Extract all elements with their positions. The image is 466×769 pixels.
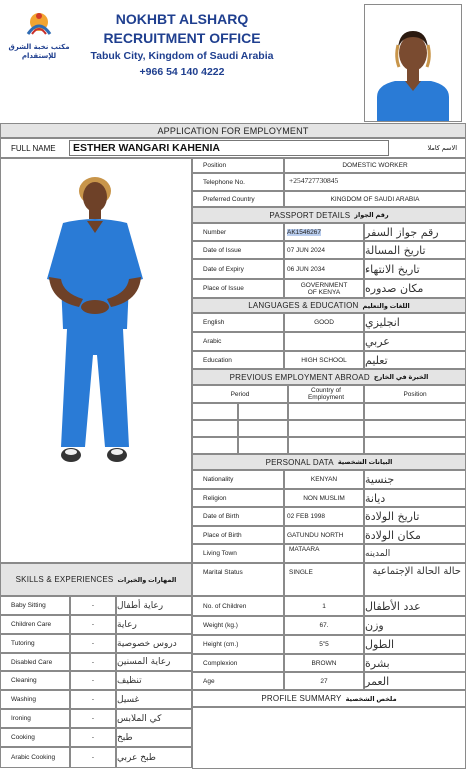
personal-ar: جنسية [364,470,466,489]
prev-cell [192,420,238,437]
company-subtitle: RECRUITMENT OFFICE [103,30,261,46]
arabic-ar: عربي [364,332,466,351]
skill-ar: طبخ [116,728,192,747]
full-name-label: FULL NAME [11,144,56,153]
full-name-ar: الاسم كاملا [427,145,457,152]
position-label: Position [192,158,284,173]
personal-label: Age [192,672,284,690]
skill-value: - [70,653,116,671]
passport-number-value: AK1546267 [287,228,321,236]
preferred-country-value: KINGDOM OF SAUDI ARABIA [284,191,466,207]
portrait-photo-frame [364,4,462,122]
personal-value: 1 [284,596,364,616]
personal-value: GATUNDU NORTH [284,526,364,544]
passport-title-ar: رقم الجواز [354,212,389,219]
languages-title: LANGUAGES & EDUCATION [248,301,359,310]
skill-label: Tutoring [0,634,70,653]
personal-data-title-ar: البيانات الشخصية [337,459,393,466]
personal-ar: العمر [364,672,466,690]
prev-cell [192,437,238,454]
preferred-country-label: Preferred Country [192,191,284,207]
skill-label: Baby Sitting [0,596,70,615]
personal-label: No. of Children [192,596,284,616]
skill-ar: دروس خصوصية [116,634,192,653]
skill-value: - [70,690,116,709]
application-title-bar [0,123,466,138]
full-body-photo-frame [0,158,192,563]
prev-cell [238,437,288,454]
skill-value: - [70,671,116,690]
position-value: DOMESTIC WORKER [284,158,466,173]
previous-employment-title: PREVIOUS EMPLOYMENT ABROAD [229,372,370,382]
skill-ar: تنظيف [116,671,192,690]
personal-value: 5"5 [284,635,364,654]
skill-label: Disabled Care [0,653,70,671]
passport-number-label: Number [192,223,284,241]
personal-ar: بشرة [364,654,466,672]
personal-label: Height (cm.) [192,635,284,654]
skill-ar: غسيل [116,690,192,709]
skill-value: - [70,634,116,653]
personal-ar: وزن [364,616,466,635]
issue-date-value: 07 JUN 2024 [284,241,364,259]
full-name-value-box [69,140,389,156]
personal-value: 27 [284,672,364,690]
prev-cell [364,437,466,454]
previous-employment-header [192,369,466,385]
prev-cell [238,420,288,437]
arabic-label: Arabic [192,332,284,351]
expiry-date-ar: تاريخ الانتهاء [364,259,466,279]
languages-header [192,298,466,313]
passport-header [192,207,466,223]
company-header [72,10,292,80]
profile-summary-title: PROFILE SUMMARY [261,694,342,703]
personal-label: Religion [192,489,284,507]
personal-ar: الطول [364,635,466,654]
personal-label: Marital Status [192,563,284,596]
prev-cell [288,403,364,420]
passport-number-ar: رقم جواز السفر [364,223,466,241]
personal-label: Weight (kg.) [192,616,284,635]
prev-cell [364,403,466,420]
col-country: Country of Employment [288,385,364,403]
skill-label: Cleaning [0,671,70,690]
english-value: GOOD [284,313,364,332]
issue-date-ar: تاريخ المسالة [364,241,466,259]
personal-ar: عدد الأطفال [364,596,466,616]
skill-value: - [70,709,116,728]
education-label: Education [192,351,284,369]
skill-ar: رعاية أطفال [116,596,192,615]
personal-value: 67. [284,616,364,635]
expiry-date-value: 06 JUN 2034 [284,259,364,279]
english-label: English [192,313,284,332]
prev-cell [288,437,364,454]
place-of-issue-ar: مكان صدوره [364,279,466,298]
profile-summary-body [192,707,466,769]
skill-value: - [70,615,116,634]
personal-label: Place of Birth [192,526,284,544]
logo-mark-icon [4,8,74,38]
profile-summary-title-ar: ملخص الشخصية [345,695,397,703]
personal-ar: المدينه [364,544,466,563]
skill-ar: رعاية [116,615,192,634]
personal-data-header [192,454,466,470]
education-ar: تعليم [364,351,466,369]
logo [4,8,74,60]
personal-value: 02 FEB 1998 [284,507,364,526]
skill-ar: رعاية المسنين [116,653,192,671]
skill-label: Washing [0,690,70,709]
personal-ar: ديانة [364,489,466,507]
english-ar: انجليزي [364,313,466,332]
skill-value: - [70,596,116,615]
personal-data-title: PERSONAL DATA [265,457,334,467]
skill-ar: كي الملابس [116,709,192,728]
expiry-date-label: Date of Expiry [192,259,284,279]
company-name: NOKHBT ALSHARQ [115,11,249,27]
place-of-issue-label: Place of Issue [192,279,284,298]
col-position: Position [364,385,466,403]
prev-cell [364,420,466,437]
skill-ar: طبخ عربي [116,747,192,768]
skills-title: SKILLS & EXPERIENCES [15,575,114,584]
portrait-photo [365,5,461,121]
languages-title-ar: اللغات والتعليم [362,302,410,310]
issue-date-label: Date of Issue [192,241,284,259]
skill-label: Children Care [0,615,70,634]
skill-label: Ironing [0,709,70,728]
previous-employment-title-ar: الخبرة في الخارج [373,374,429,381]
place-of-issue-value: GOVERNMENT OF KENYA [284,279,364,298]
arabic-value [284,332,364,351]
personal-value: BROWN [284,654,364,672]
col-period: Period [192,385,288,403]
company-phone: +966 54 140 4222 [139,66,225,78]
full-body-photo [1,159,191,562]
logo-text: مكتب نخبة الشرق للإستقدام [8,43,70,60]
skills-title-ar: المهارات والخبرات [117,576,177,584]
personal-label: Complexion [192,654,284,672]
personal-ar: حالة الحالة الإجتماعية [364,563,466,596]
passport-title: PASSPORT DETAILS [269,210,351,220]
personal-label: Living Town [192,544,284,563]
personal-ar: مكان الولادة [364,526,466,544]
personal-value: NON MUSLIM [284,489,364,507]
personal-value: SINGLE [284,563,364,596]
full-name-row [0,138,466,158]
company-location: Tabuk City, Kingdom of Saudi Arabia [90,50,274,62]
profile-summary-header [192,690,466,707]
telephone-label: Telephone No. [192,173,284,191]
personal-label: Nationality [192,470,284,489]
passport-number-cell [284,223,364,241]
skill-value: - [70,728,116,747]
education-value: HIGH SCHOOL [284,351,364,369]
prev-cell [192,403,238,420]
personal-value: MATAARA [284,544,364,563]
telephone-value: +254727730845 [284,173,466,191]
personal-ar: تاريخ الولادة [364,507,466,526]
prev-cell [288,420,364,437]
skill-value: - [70,747,116,768]
skill-label: Arabic Cooking [0,747,70,768]
skills-header [0,563,192,596]
full-name-value: ESTHER WANGARI KAHENIA [73,142,221,154]
skill-label: Cooking [0,728,70,747]
prev-cell [238,403,288,420]
application-title: APPLICATION FOR EMPLOYMENT [157,125,309,136]
personal-value: KENYAN [284,470,364,489]
personal-label: Date of Birth [192,507,284,526]
